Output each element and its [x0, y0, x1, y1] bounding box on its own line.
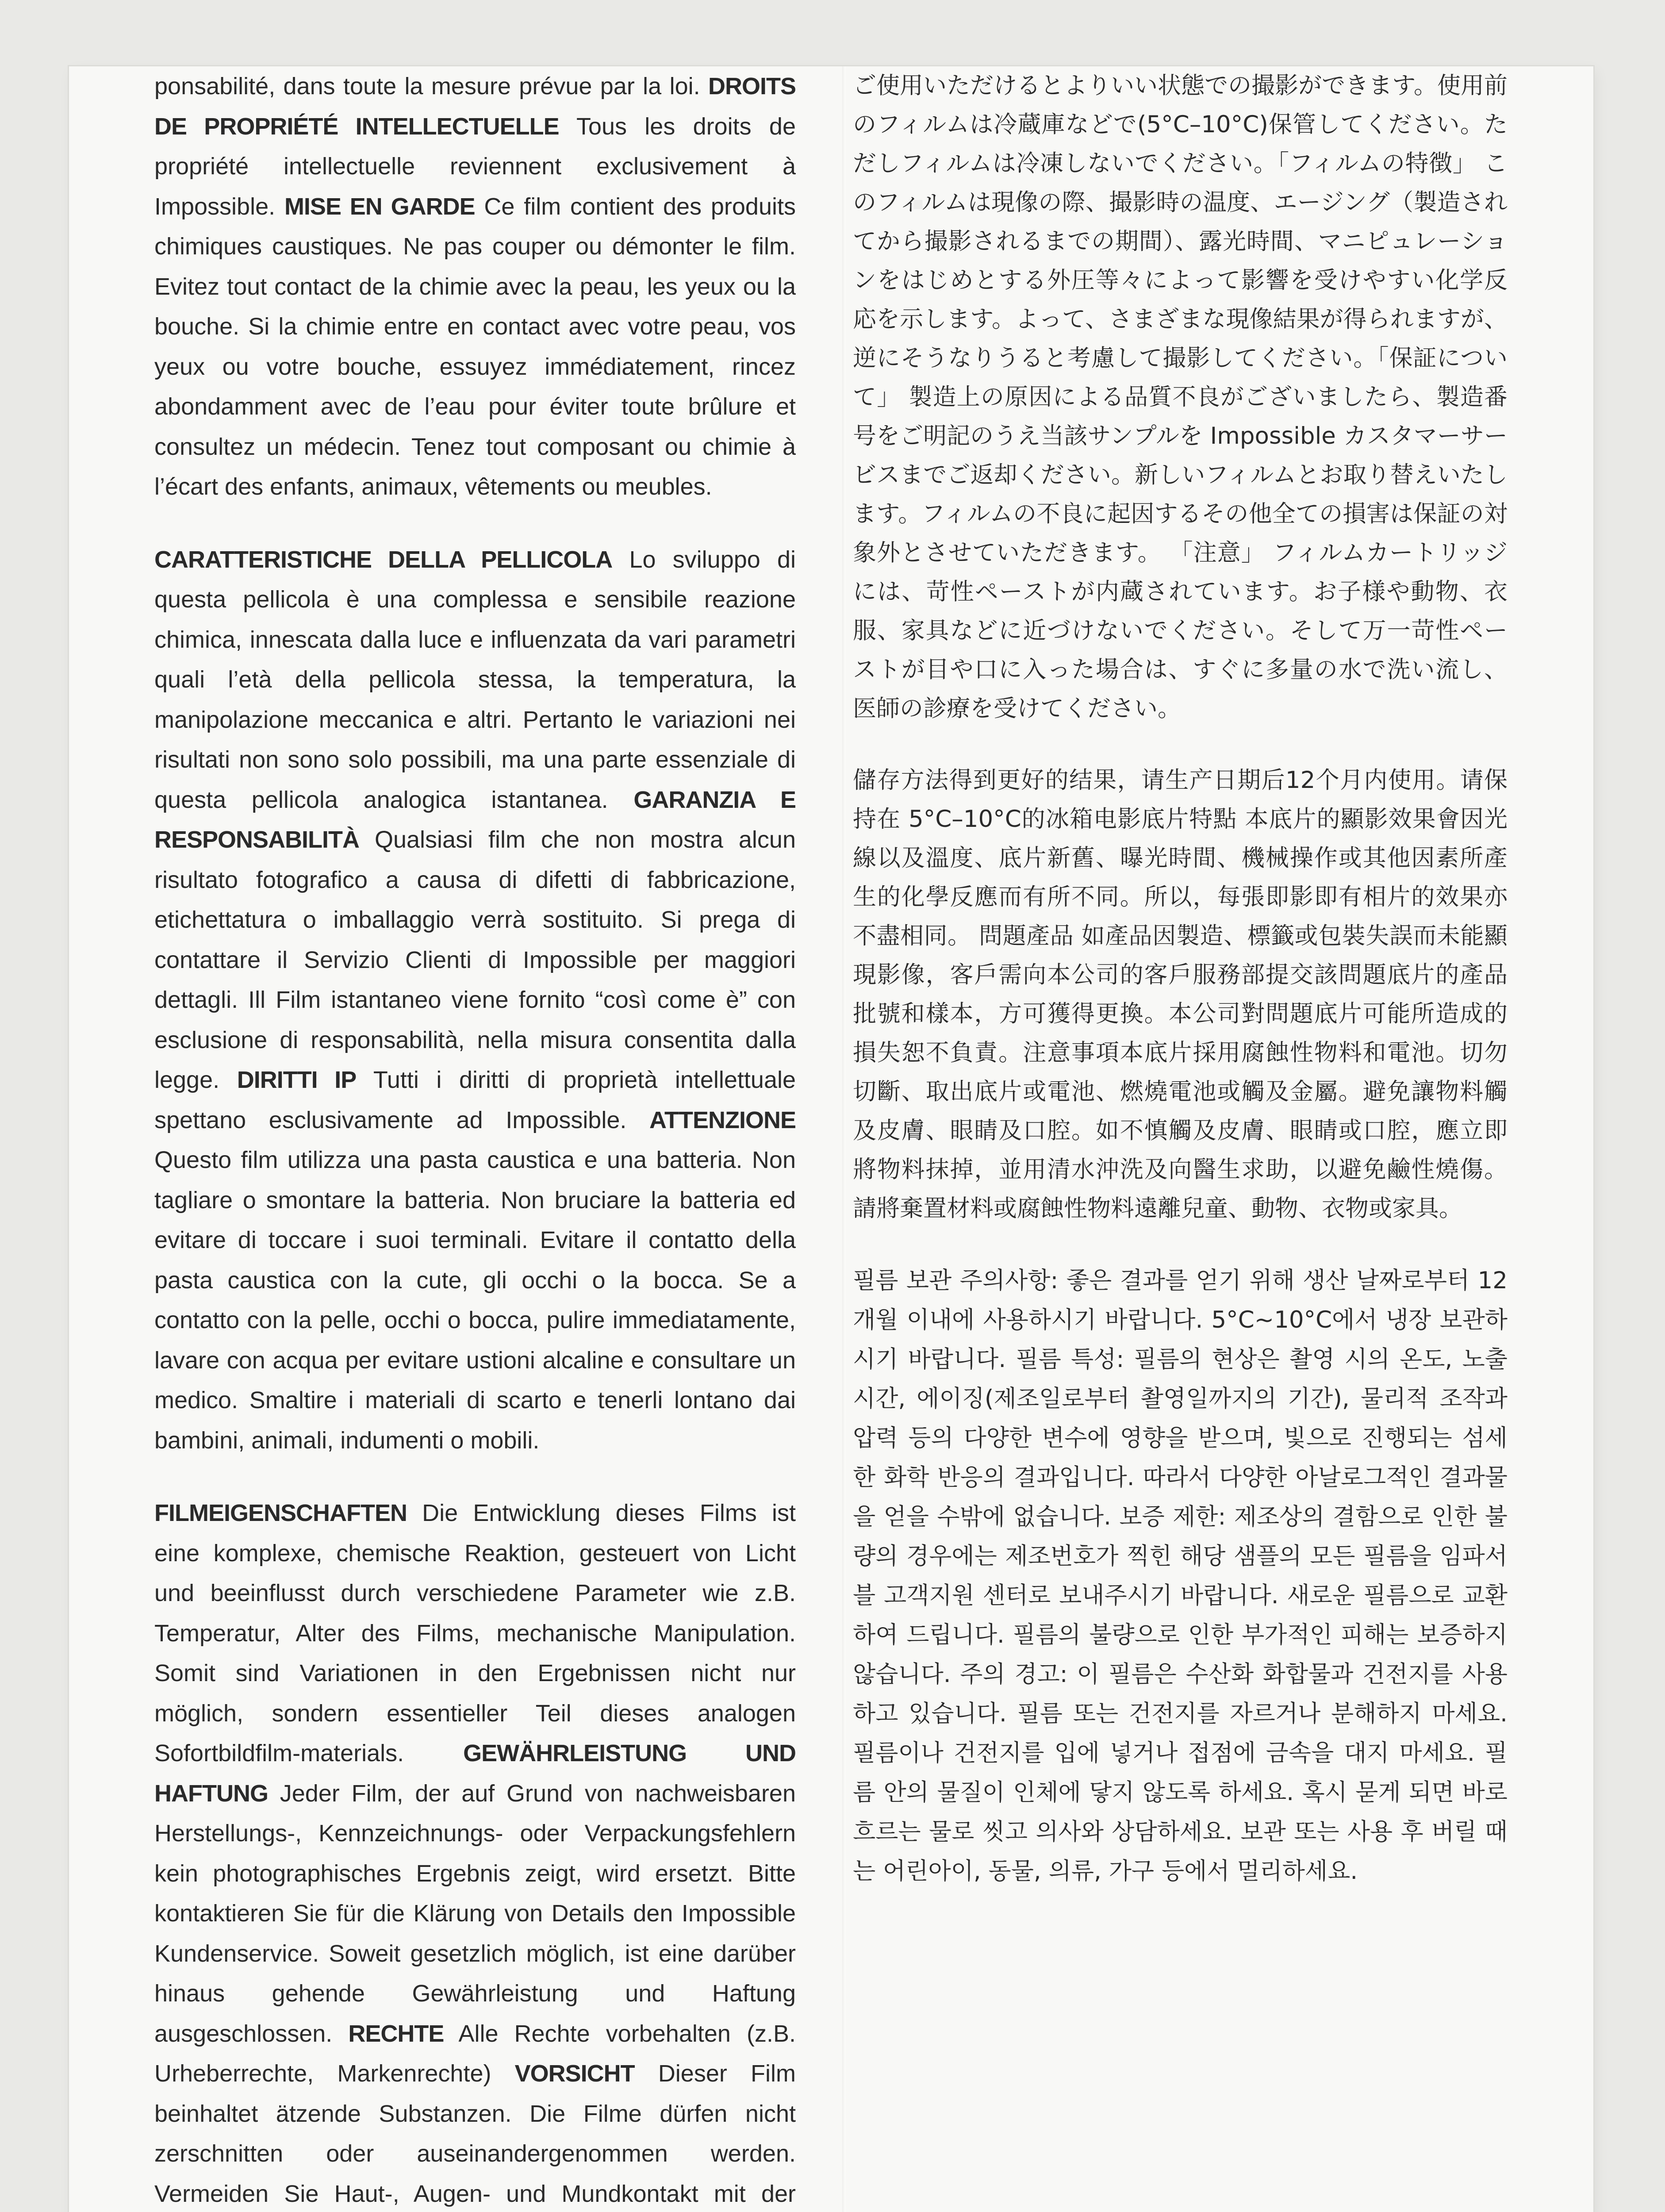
paragraph-gap: [853, 728, 1508, 761]
right-column: [853, 66, 1508, 1891]
german-warning-text: Dieser Film beinhaltet ätzende Substanzen. Die Filme dürfen nicht zerschnitten oder auseinandergenommen werden. Vermeiden Sie Haut-, Augen- und Mundkontakt mit der: [154, 2060, 796, 2207]
german-film-text: Die Entwicklung dieses Films ist eine komplexe, chemische Reaktion, gesteuert von Licht und beeinflusst durch verschiedene Parameter wie z.B. Temperatur, Alter des Films, mechanische Manipulation. Somit sind Variationen in den Ergebnissen nicht nur möglich, sondern essentieller Teil dieses analogen Sofortbildfilm-materials.: [154, 1500, 796, 1767]
italian-warning-text: Questo film utilizza una pasta caustica e una batteria. Non tagliare o smontare la batteria. Non bruciare la batteria ed evitare di toccare i suoi terminali. Evitare il contatto della pasta caustica con la cute, gli occhi o la bocca. Se a contatto con la pelle, occhi o bocca, pulire immediatamente, lavare con acqua per evitare ustioni alcaline e consultare un medico. Smaltire i materiali di scarto e tenerli lontano dai bambini, animali, indumenti o mobili.: [154, 1147, 796, 1454]
italian-warranty-heading: GARANZIA E RESPONSABILITÀ: [154, 786, 796, 853]
german-warranty-heading: GEWÄHRLEISTUNG UND HAFTUNG: [154, 1740, 796, 1807]
italian-film-heading: CARATTERISTICHE DELLA PELLICOLA: [154, 546, 613, 573]
japanese-section: ご使用いただけるとよりいい状態での撮影ができます。使用前のフィルムは冷蔵庫などで(5°C–10°C)保管してください。ただしフィルムは冷凍しないでください。「フィルムの特徴」 このフィルムは現像の際、撮影時の温度、エージング（製造されてから撮影されるまでの期間）、露光時間、マニピュレーションをはじめとする外圧等々によって影響を受けやすい化学反応を示します。よって、さまざまな現像結果が得られますが、逆にそうなりうると考慮して撮影してください。「保証について」 製造上の原因による品質不良がございましたら、製造番号をご明記のうえ当該サンプルを Impossible カスタマーサービスまでご返却ください。新しいフィルムとお取り替えいたします。フィルムの不良に起因するその他全ての損害は保証の対象外とさせていただきます。 「注意」 フィルムカートリッジには、苛性ペーストが内蔵されています。お子様や動物、衣服、家具などに近づけないでください。そして万一苛性ペーストが目や口に入った場合は、すぐに多量の水で洗い流し、医師の診療を受けてください。: [853, 72, 1508, 722]
german-section: [154, 1493, 796, 2212]
french-ip-heading: DROITS DE PROPRIÉTÉ INTELLECTUELLE: [154, 73, 796, 140]
italian-section: [154, 540, 796, 1461]
italian-ip-text: Tutti i diritti di proprietà intellettuale spettano esclusivamente ad Impossible.: [154, 1067, 796, 1133]
paragraph-gap: [853, 1228, 1508, 1261]
french-warning-heading: MISE EN GARDE: [284, 193, 475, 220]
french-warning-text: Ce film contient des produits chimiques caustiques. Ne pas couper ou démonter le film. Evitez tout contact de la chimie avec la peau, les yeux ou la bouche. Si la chimie entre en contact avec votre peau, vos yeux ou votre bouche, essuyez immédiatement, rincez abondamment avec de l’eau pour éviter toute brûlure et consultez un médecin. Tenez tout composant ou chimie à l’écart des enfants, animaux, vêtements ou meubles.: [154, 193, 796, 500]
left-column: [154, 66, 796, 2212]
french-continuation: ponsabilité, dans toute la mesure prévue par la loi.: [154, 73, 700, 100]
italian-film-text: Lo sviluppo di questa pellicola è una complessa e sensibile reazione chimica, innescata dalla luce e influenzata da vari parametri quali l’età della pellicola stessa, la temperatura, la manipolazione meccanica e altri. Pertanto le variazioni nei risultati non sono solo possibili, ma una parte essenziale di questa pellicola analogica istantanea.: [154, 546, 796, 813]
german-rights-text: Alle Rechte vorbehalten (z.B. Urheberrechte, Markenrechte): [154, 2020, 796, 2087]
italian-warning-heading: ATTENZIONE: [649, 1106, 796, 1133]
french-ip-text: Tous les droits de propriété intellectuelle reviennent exclusivement à Impossible.: [154, 113, 796, 220]
italian-ip-heading: DIRITTI IP: [237, 1067, 357, 1093]
german-film-heading: FILMEIGENSCHAFTEN: [154, 1500, 407, 1526]
chinese-section: 儲存方法得到更好的结果，请生产日期后12个月内使用。请保持在 5°C–10°C的冰箱电影底片特點 本底片的顯影效果會因光線以及溫度、底片新舊、曝光時間、機械操作或其他因素所產生的化學反應而有所不同。所以，每張即影即有相片的效果亦不盡相同。 問題產品 如產品因製造、標籤或包裝失誤而未能顯現影像，客戶需向本公司的客戶服務部提交該問題底片的產品批號和樣本，方可獲得更換。本公司對問題底片可能所造成的損失恕不負責。注意事項本底片採用腐蝕性物料和電池。切勿切斷、取出底片或電池、燃燒電池或觸及金屬。避免讓物料觸及皮膚、眼睛及口腔。如不慎觸及皮膚、眼睛或口腔，應立即將物料抹掉，並用清水沖洗及向醫生求助，以避免鹼性燒傷。請將棄置材料或腐蝕性物料遠離兒童、動物、衣物或家具。: [853, 767, 1508, 1222]
korean-section: 필름 보관 주의사항: 좋은 결과를 얻기 위해 생산 날짜로부터 12개월 이내에 사용하시기 바랍니다. 5°C~10°C에서 냉장 보관하시기 바랍니다. 필름 특성: 필름의 현상은 촬영 시의 온도, 노출 시간, 에이징(제조일로부터 촬영일까지의 기간), 물리적 조작과 압력 등의 다양한 변수에 영향을 받으며, 빛으로 진행되는 섬세한 화학 반응의 결과입니다. 따라서 다양한 아날로그적인 결과물을 얻을 수밖에 없습니다. 보증 제한: 제조상의 결함으로 인한 불량의 경우에는 제조번호가 찍힌 해당 샘플의 모든 필름을 임파서블 고객지원 센터로 보내주시기 바랍니다. 새로운 필름으로 교환하여 드립니다. 필름의 불량으로 인한 부가적인 피해는 보증하지 않습니다. 주의 경고: 이 필름은 수산화 화합물과 건전지를 사용하고 있습니다. 필름 또는 건전지를 자르거나 분해하지 마세요. 필름이나 건전지를 입에 넣거나 접점에 금속을 대지 마세요. 필름 안의 물질이 인체에 닿지 않도록 하세요. 혹시 묻게 되면 바로 흐르는 물로 씻고 의사와 상담하세요. 보관 또는 사용 후 버릴 때는 어린아이, 동물, 의류, 가구 등에서 멀리하세요.: [853, 1267, 1508, 1885]
fold-crease: [842, 66, 846, 2212]
instruction-leaflet: [69, 66, 1593, 2212]
italian-warranty-text: Qualsiasi film che non mostra alcun risultato fotografico a causa di difetti di fabbricazione, etichettatura o imballaggio verrà sostituito. Si prega di contattare il Servizio Clienti di Impossible per maggiori dettagli. Ill Film istantaneo viene fornito “così come è” con esclusione di responsabilità, nella misura consentita dalla legge.: [154, 826, 796, 1093]
german-warranty-text: Jeder Film, der auf Grund von nachweisbaren Herstellungs-, Kennzeichnungs- oder Verpackungsfehlern kein photographisches Ergebnis zeigt, wird ersetzt. Bitte kontaktieren Sie für die Klärung von Details den Impossible Kundenservice. Soweit gesetzlich möglich, ist eine darüber hinaus gehende Gewährleistung und Haftung ausgeschlossen.: [154, 1780, 796, 2047]
paragraph-gap: [154, 1460, 796, 1493]
german-rights-heading: RECHTE: [348, 2020, 444, 2047]
french-section: [154, 66, 796, 507]
paragraph-gap: [154, 507, 796, 540]
german-warning-heading: VORSICHT: [514, 2060, 635, 2087]
